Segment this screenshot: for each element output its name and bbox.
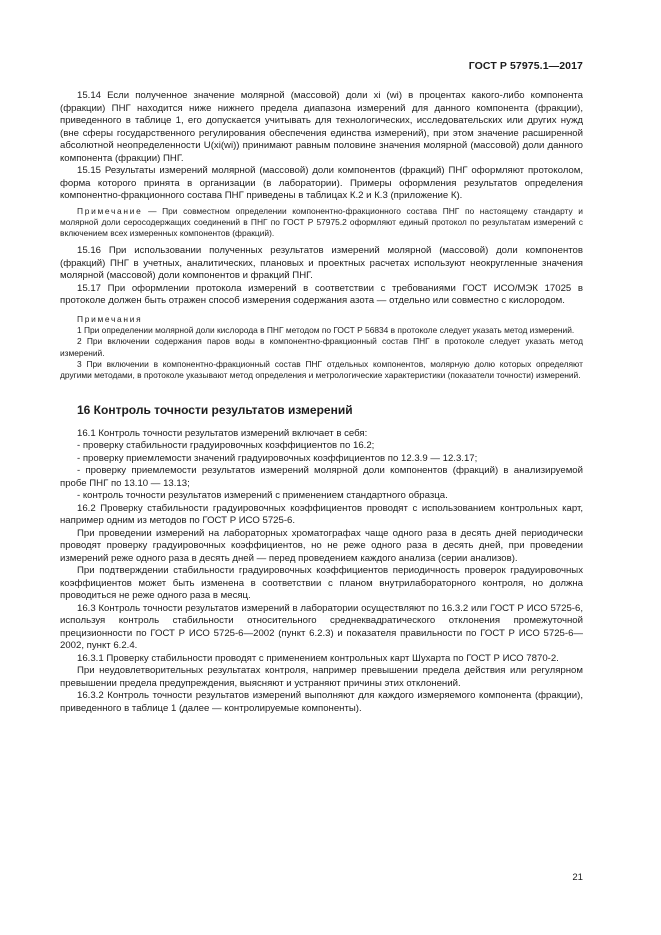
note-label: Примечание (77, 205, 143, 216)
clause-15-17: 15.17 При оформлении протокола измерений в соответствии с требованиями ГОСТ ИСО/МЭК 17025 в протоколе должен быть отражен способ измерения содержания азота — отдельно или совместно с кислородом. (60, 282, 583, 307)
clause-16-2-confirm: При подтверждении стабильности градуировочных коэффициентов периодичность проверок градуировочных коэффициентов может быть изменена в соответствии с планом внутрилабораторного контроля, но должна проводиться не реже одного раза в месяц. (60, 565, 583, 602)
note-2: 2 При включении содержания паров воды в компонентно-фракционный состав ПНГ в протоколе следует указать метод измерений. (60, 336, 583, 358)
clause-16-3-1-b: При неудовлетворительных результатах контроля, например превышении предела действия или регулярном превышении предела предупреждения, выясняют и устраняют причины этих отклонений. (60, 665, 583, 689)
clause-15-16: 15.16 При использовании полученных результатов измерений молярной (массовой) доли компонентов (фракций) ПНГ в учетных, аналитических, плановых и проектных расчетах используют неокругленные значения молярной (массовой) доли компонентов и фракций ПНГ. (60, 245, 583, 282)
document-code-header: ГОСТ Р 57975.1—2017 (468, 60, 583, 72)
clause-16-3: 16.3 Контроль точности результатов измерений в лаборатории осуществляют по 16.3.2 или ГОСТ Р ИСО 5725-6, используя контроль стабильности относительного среднеквадратического отклонения промежуточной прецизионности по ГОСТ Р ИСО 5725-6—2002 (пункт 6.2.3) и показателя правильности по ГОСТ Р ИСО 5725-6—2002, пункт 6.2.4. (60, 602, 583, 652)
clause-15-14: 15.14 Если полученное значение молярной (массовой) доли xi (wi) в процентах какого-либо компонента (фракции) ПНГ находится ниже нижнего предела диапазона измерений для данного компонента (фракции), приведенного в таблице 1, его допускается учитывать для технологических, исследовательских или других нужд (вне сферы государственного регулирования обеспечения единства измерений), при этом значение расширенной абсолютной неопределенности U(xi(wi)) принимают равным половине значения молярной (массовой) доли данного компонента (фракции) ПНГ. (60, 90, 583, 164)
clause-16-3-2: 16.3.2 Контроль точности результатов измерений выполняют для каждого измеряемого компонента (фракции), приведенного в таблице 1 (далее — контролируемые компоненты). (60, 690, 583, 714)
clause-16-3-1: 16.3.1 Проверку стабильности проводят с применением контрольных карт Шухарта по ГОСТ Р ИСО 7870-2. (77, 652, 559, 664)
note-15-15 (60, 206, 583, 240)
note-text: — При совместном определении компонентно-фракционного состава ПНГ по настоящему стандарту и молярной доли серосодержащих соединений в ПНГ по ГОСТ Р 57975.2 оформляют единый протокол по результатам измерений с включением всех измеренных компонентов (фракций). (60, 205, 583, 239)
page-content (60, 90, 583, 715)
note-3: 3 При включении в компонентно-фракционный состав ПНГ отдельных компонентов, молярную долю которых определяют другими методами, в протоколе указывают метод определения и метрологические характеристики (показатели точности) измерений. (60, 359, 583, 381)
note-1: 1 При определении молярной доли кислорода в ПНГ методом по ГОСТ Р 56834 в протоколе следует указать метод измерений. (77, 325, 575, 336)
list-item: - контроль точности результатов измерений с применением стандартного образца. (77, 490, 448, 502)
list-item: - проверку приемлемости результатов измерений молярной доли компонентов (фракций) в анализируемой пробе ПНГ по 13.10 — 13.13; (60, 465, 583, 489)
list-item: - проверку стабильности градуировочных коэффициентов по 16.2; (77, 440, 375, 452)
notes-label: Примечания (77, 313, 143, 324)
clause-16-1: 16.1 Контроль точности результатов измерений включает в себя: (77, 427, 368, 439)
clause-16-2: 16.2 Проверку стабильности градуировочных коэффициентов проводят с использованием контрольных карт, например одним из методов по ГОСТ Р ИСО 5725-6. (60, 502, 583, 527)
section-16-title: 16 Контроль точности результатов измерений (77, 402, 353, 417)
page-number: 21 (572, 872, 583, 883)
clause-16-2-period: При проведении измерений на лабораторных хроматографах чаще одного раза в десять дней периодически проводят проверку градуировочных коэффициентов, но не реже одного раза в десять дней, при проведении измерений реже одного раза в десять дней — перед проведением каждого анализа (серии анализов). (60, 527, 583, 564)
clause-15-15: 15.15 Результаты измерений молярной (массовой) доли компонентов (фракций) ПНГ оформляют протоколом, форма которого принята в организации (в лаборатории). Примеры оформления результатов определения компонентно-фракционного состава ПНГ приведены в таблицах К.2 и К.3 (приложение К). (60, 165, 583, 201)
list-item: - проверку приемлемости значений градуировочных коэффициентов по 12.3.9 — 12.3.17; (77, 452, 478, 464)
